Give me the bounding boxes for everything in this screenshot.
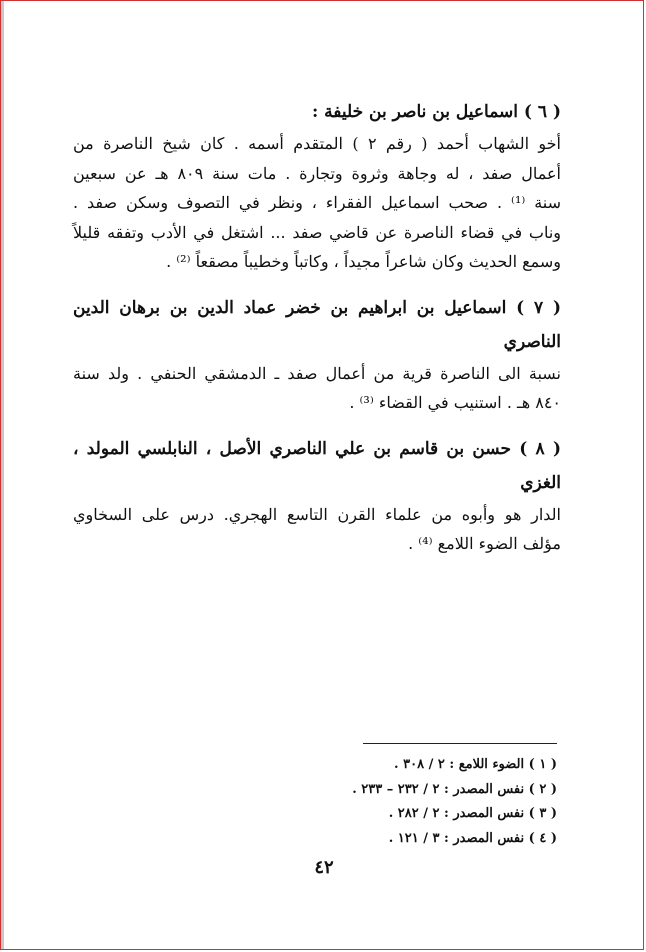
- text-line: نسبة الى الناصرة قرية من أعمال صفد ـ الدمشقي الحنفي . ولد سنة: [73, 363, 561, 383]
- footnote-divider: [363, 743, 557, 744]
- entry-heading: ( ٨ ) حسن بن قاسم بن علي الناصري الأصل ، النابلسي المولد ، الغزي: [73, 438, 561, 493]
- page-body: [73, 95, 561, 573]
- footnote-item: ( ٤ ) نفس المصدر : ٣ / ١٢١ .: [388, 830, 557, 846]
- text-line: ٨٤٠ هـ . استنيب في القضاء ⁽³⁾ .: [349, 393, 561, 412]
- footnote-item: ( ٣ ) نفس المصدر : ٢ / ٢٨٢ .: [388, 806, 557, 821]
- entry-text: [73, 500, 561, 559]
- entry-heading: ( ٦ ) اسماعيل بن ناصر بن خليفة :: [311, 102, 561, 122]
- text-line: مؤلف الضوء اللامع ⁽⁴⁾ .: [408, 534, 561, 553]
- entry-text: [73, 129, 561, 277]
- text-line: وناب في قضاء الناصرة عن قاضي صفد ... اشتغل في الأدب وتفقه قليلاً: [73, 222, 561, 242]
- footnote-item: ( ٢ ) نفس المصدر : ٢ / ٢٣٢ – ٢٣٣ .: [352, 781, 557, 797]
- entry-text: [73, 359, 561, 418]
- entry-heading: ( ٧ ) اسماعيل بن ابراهيم بن خضر عماد الدين بن برهان الدين الناصري: [73, 297, 561, 352]
- entry-8: [73, 432, 561, 559]
- footnotes: [301, 753, 557, 851]
- footnote-item: ( ١ ) الضوء اللامع : ٢ / ٣٠٨ .: [394, 757, 557, 772]
- entry-6: [73, 95, 561, 277]
- text-line: الدار هو وأبوه من علماء القرن التاسع الهجري. درس على السخاوي: [73, 504, 561, 524]
- entry-7: [73, 291, 561, 418]
- page-number: ٤٢: [314, 857, 334, 878]
- text-line: وسمع الحديث وكان شاعراً مجيداً ، وكاتباً وخطيباً مصقعاً ⁽²⁾ .: [166, 252, 561, 271]
- text-line: سنة ⁽¹⁾ . صحب اسماعيل الفقراء ، ونظر في التصوف وسكن صفد .: [73, 193, 562, 212]
- text-line: أخو الشهاب أحمد ( رقم ٢ ) المتقدم أسمه . كان شيخ الناصرة من: [73, 134, 562, 153]
- text-line: أعمال صفد ، له وجاهة وثروة وتجارة . مات سنة ٨٠٩ هـ عن سبعين: [73, 163, 561, 183]
